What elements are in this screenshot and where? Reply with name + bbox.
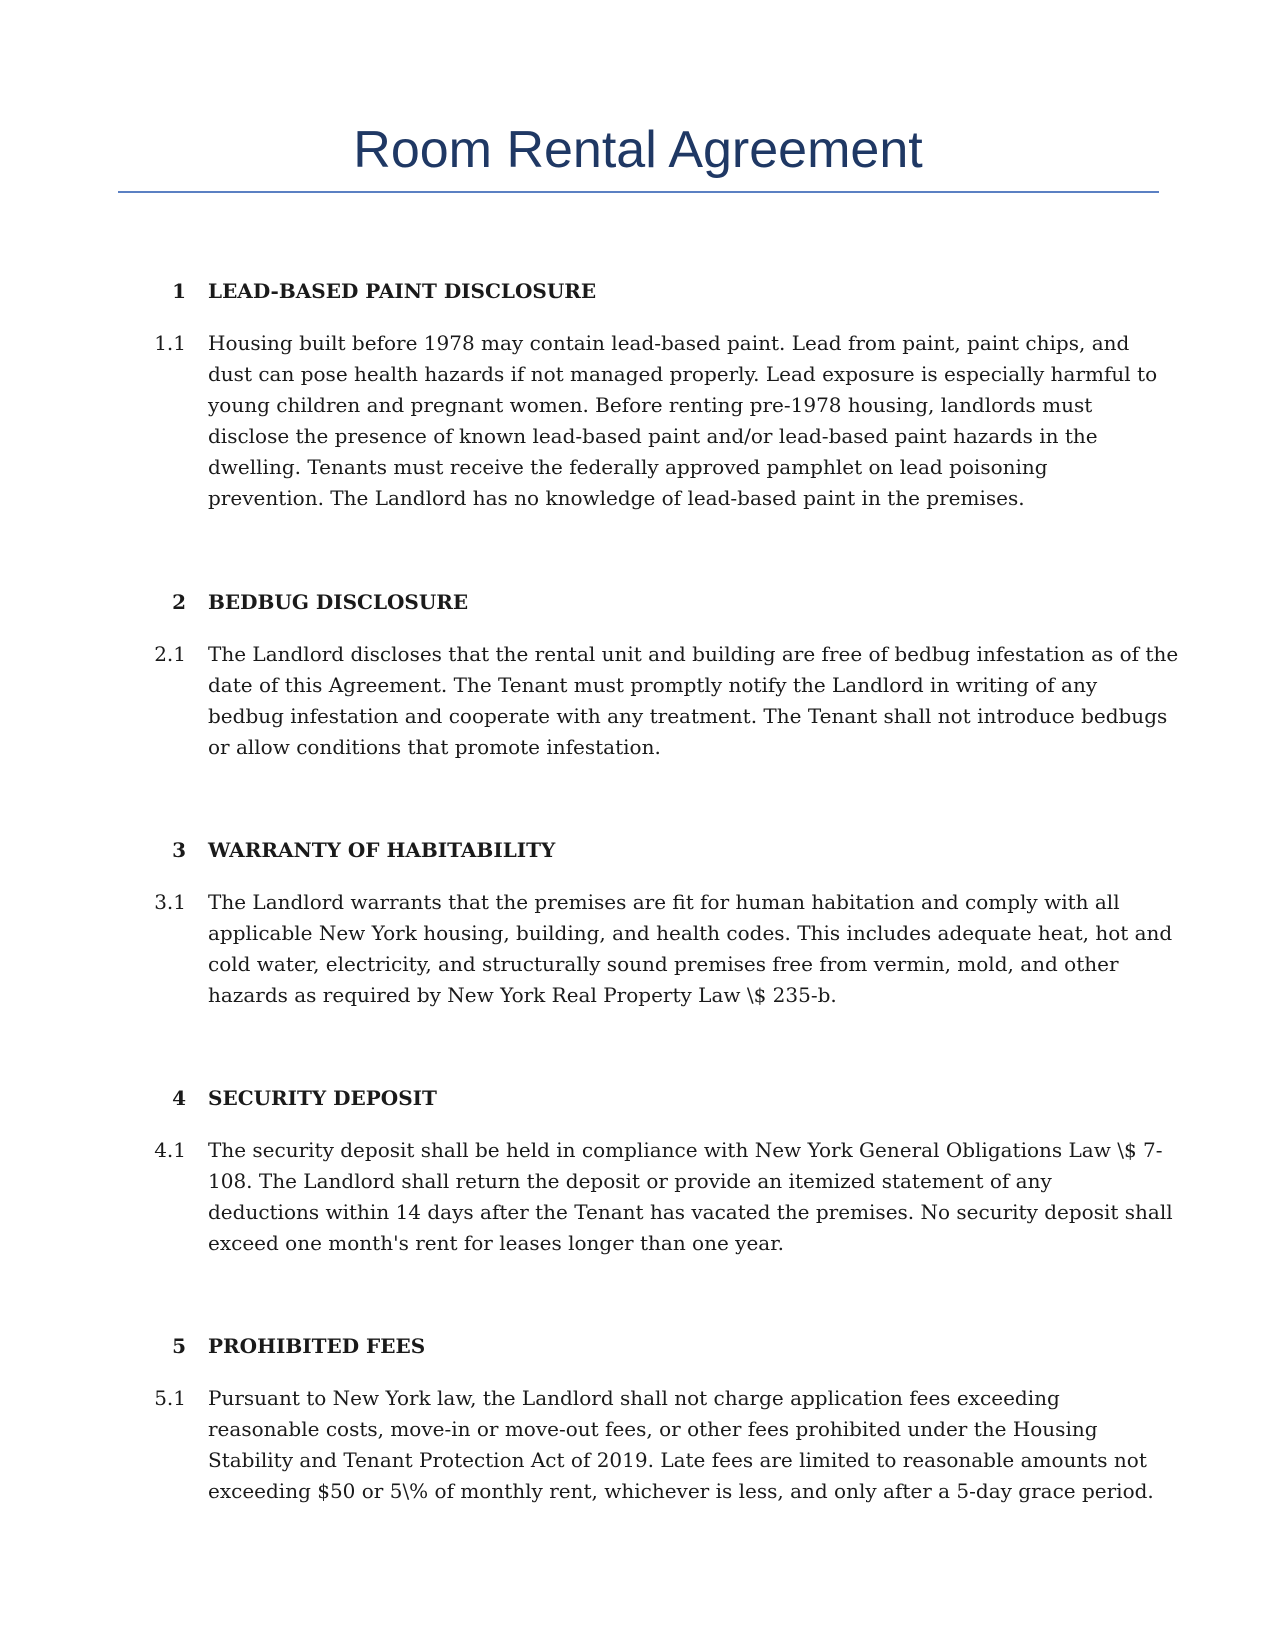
clause-line: The Landlord warrants that the premises are fit for human habitation and comply with all [208, 890, 1120, 914]
clause-line: applicable New York housing, building, and health codes. This includes adequate heat, hot and [208, 921, 1173, 945]
section-heading [0, 1083, 1275, 1113]
clause-line: date of this Agreement. The Tenant must promptly notify the Landlord in writing of any [208, 673, 1098, 697]
clause-text [208, 1135, 1173, 1259]
clause-line: disclose the presence of known lead-based paint and/or lead-based paint hazards in the [208, 424, 1098, 448]
clause-text [208, 639, 1179, 763]
clause-line: prevention. The Landlord has no knowledge of lead-based paint in the premises. [208, 486, 1025, 510]
clause-text [208, 1383, 1154, 1507]
clause-line: Housing built before 1978 may contain lead-based paint. Lead from paint, paint chips, and [208, 331, 1130, 355]
title-underline [118, 191, 1159, 193]
clause-line: or allow conditions that promote infestation. [208, 735, 661, 759]
clause-line: The Landlord discloses that the rental unit and building are free of bedbug infestation as of the [208, 642, 1179, 666]
section-title: BEDBUG DISCLOSURE [208, 590, 469, 614]
clause-line: dust can pose health hazards if not managed properly. Lead exposure is especially harmful to [208, 362, 1158, 386]
section-title: WARRANTY OF HABITABILITY [208, 838, 556, 862]
section-heading [0, 587, 1275, 617]
section-title: LEAD-BASED PAINT DISCLOSURE [208, 279, 597, 303]
clause-number: 2.1 [154, 642, 186, 666]
clause-line: The security deposit shall be held in compliance with New York General Obligations Law \$ 7- [208, 1138, 1163, 1162]
clause-line: reasonable costs, move-in or move-out fees, or other fees prohibited under the Housing [208, 1417, 1098, 1441]
clause-line: hazards as required by New York Real Property Law \$ 235-b. [208, 983, 837, 1007]
clause-text [208, 887, 1173, 1011]
clause-line: bedbug infestation and cooperate with any treatment. The Tenant shall not introduce bedbugs [208, 704, 1168, 728]
clause-line: deductions within 14 days after the Tenant has vacated the premises. No security deposit shall [208, 1200, 1173, 1224]
clause-line: Pursuant to New York law, the Landlord shall not charge application fees exceeding [208, 1386, 1060, 1410]
clause-line: dwelling. Tenants must receive the federally approved pamphlet on lead poisoning [208, 455, 1048, 479]
clause-text [208, 328, 1158, 514]
section-number: 1 [172, 279, 186, 303]
clause-number: 5.1 [154, 1386, 186, 1410]
clause-line: Stability and Tenant Protection Act of 2019. Late fees are limited to reasonable amounts not [208, 1448, 1147, 1472]
section-number: 2 [172, 590, 186, 614]
clause-line: young children and pregnant women. Before renting pre-1978 housing, landlords must [208, 393, 1093, 417]
clause-line: exceeding $50 or 5\% of monthly rent, whichever is less, and only after a 5-day grace period. [208, 1479, 1154, 1503]
section-number: 5 [172, 1334, 186, 1358]
section-heading [0, 1331, 1275, 1361]
section-number: 4 [172, 1086, 186, 1110]
section-heading [0, 276, 1275, 306]
clause-number: 4.1 [154, 1138, 186, 1162]
clause-number: 3.1 [154, 890, 186, 914]
section-title: SECURITY DEPOSIT [208, 1086, 437, 1110]
document-title: Room Rental Agreement [353, 121, 923, 179]
section-number: 3 [172, 838, 186, 862]
section-title: PROHIBITED FEES [208, 1334, 426, 1358]
clause-line: exceed one month's rent for leases longer than one year. [208, 1231, 784, 1255]
clause-number: 1.1 [154, 331, 186, 355]
section-heading [0, 835, 1275, 865]
clause-line: cold water, electricity, and structurally sound premises free from vermin, mold, and other [208, 952, 1119, 976]
clause-line: 108. The Landlord shall return the deposit or provide an itemized statement of any [208, 1169, 1052, 1193]
